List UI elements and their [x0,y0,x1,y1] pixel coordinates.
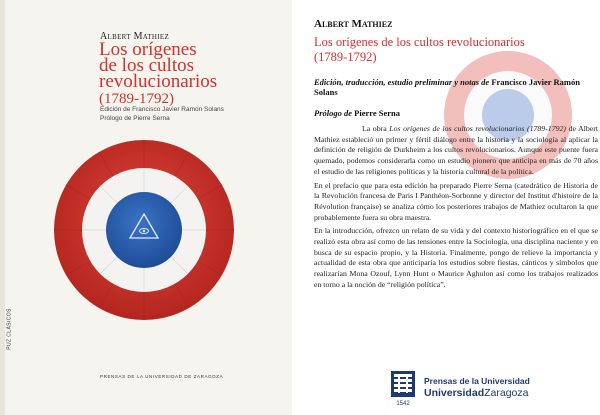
cover-credit-edition: Edición de Francisco Javier Ramón Solans [100,106,224,113]
spine-label-text: PUZ CLÁSICOS [7,308,14,350]
cockade-image [52,138,236,322]
book-cover [0,0,292,415]
cover-title-line-2: de los cultos [99,55,194,76]
back-author: Albert Mathiez [314,18,393,30]
summary-paragraph-3: En la introducción, ofrezco un relato de su vida y del contexto historiográfico en el que se realizó esta obra así como de las tensiones entre la Sociología, una disciplina naciente y en busca de su espacio propio, y la Historia. Finalmente, pongo de relieve la importancia y actualidad de esta obra que anticiparía los estudios sobre fiestas, cánticos y símbolos que realizarían Mona Ozouf, Lynn Hunt o Maurice Aghulon así como los trabajos realizados en torno a la noción de “religión política”. [314,226,598,289]
edition-lead: Edición, traducción, estudio preliminar y notas de [314,77,490,87]
logo-year: 1542 [396,401,410,407]
p1-pre: La obra [362,124,390,133]
cover-credits [100,105,224,123]
summary-paragraph-1 [314,124,598,178]
summary-paragraph-2: En el prefacio que para esta edición ha preparado Pierre Serna (catedrático de Historia de la Revolución francesa de Paris I Panthéon-Sorbonne y director del Institut d'histoire de la Révolution française) se analiza cómo los posteriores trabajos de Mathiez ocultaron la que probablemente fuera su obra maestra. [314,180,598,222]
cover-publisher: PRENSAS DE LA UNIVERSIDAD DE ZARAGOZA [100,374,224,379]
p1-book-title: Los orígenes de los cultos revolucionarios (1789-1792) [389,124,566,133]
logo-line-2 [424,387,530,400]
cover-title-line-3: revolucionarios [99,71,218,92]
prologo-name: Pierre Serna [354,108,401,118]
back-title-dates: (1789-1792) [314,50,377,64]
back-prologue-credit [314,108,400,118]
edition-name: Francisco Javier Ramón Solans [314,77,580,97]
prologo-lead: Prólogo de [314,108,353,118]
back-edition-credit [314,77,600,97]
back-summary [314,124,598,294]
cover-credit-prologue: Prólogo de Pierre Serna [100,115,170,122]
cover-dates: (1789-1792) [99,91,174,107]
spine-label [4,296,16,362]
p1-post: de Albert Mathiez estableció un primer y fértil diálogo entre la historia y la sociología al aplicar la definición de religión de Durkheim a los cultos revolucionarios. Aunque este puente fuera quemado, podemos considerarla como un estudio pionero que anticipa en más de 70 años el estudio de las religiones políticas y la historia cultural de la política. [314,124,599,176]
cover-title [99,39,279,107]
back-title-text: Los orígenes de los cultos revolucionarios [314,35,525,49]
cover-author: Albert Mathiez [100,31,170,42]
back-cover [293,0,600,415]
back-title [314,35,594,65]
logo-universidad: Universidad [424,387,485,399]
publisher-logo [388,368,598,408]
cover-title-line-1: Los orígenes [99,39,197,60]
university-crest-icon [388,369,418,407]
logo-zaragoza: Zaragoza [484,387,529,399]
logo-text [424,376,530,400]
logo-line-1: Prensas de la Universidad [424,376,530,386]
